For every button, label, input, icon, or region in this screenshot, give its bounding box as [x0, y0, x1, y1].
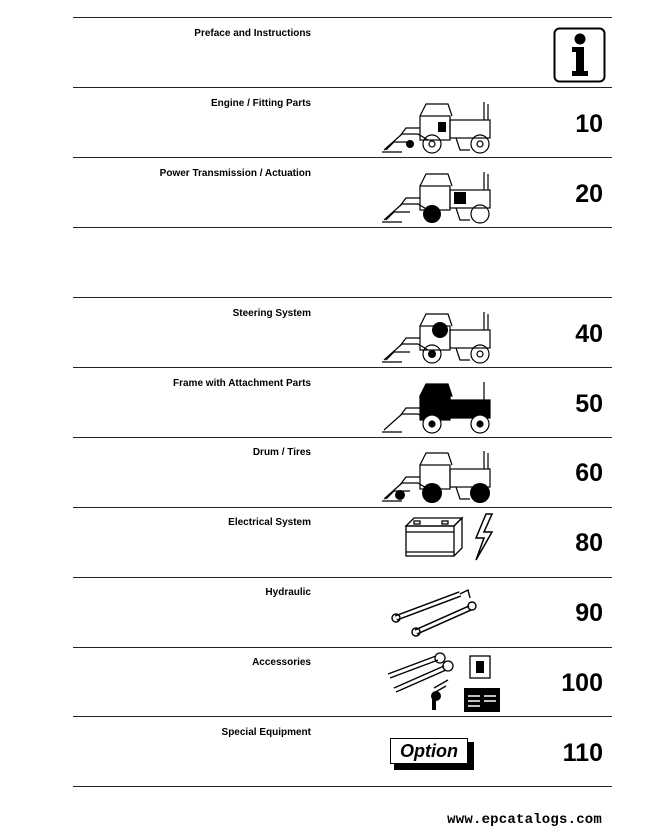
divider: [73, 367, 612, 368]
section-label: Engine / Fitting Parts: [210, 98, 311, 109]
section-number: 100: [561, 669, 603, 697]
section-label: Hydraulic: [265, 587, 311, 598]
divider: [73, 577, 612, 578]
section-number: 90: [575, 599, 603, 627]
divider: [73, 507, 612, 508]
section-label: Electrical System: [228, 517, 311, 528]
option-badge-text: Option: [400, 741, 458, 761]
section-number: 80: [575, 529, 603, 557]
section-number: 110: [562, 739, 603, 767]
divider: [73, 227, 612, 228]
divider: [73, 157, 612, 158]
section-label: Steering System: [232, 308, 311, 319]
section-label: Frame with Attachment Parts: [173, 378, 311, 389]
section-label: Drum / Tires: [252, 447, 311, 458]
machine-icon: [380, 378, 510, 436]
section-number: 60: [575, 459, 603, 487]
divider: [73, 786, 612, 787]
option-badge-icon: [390, 738, 474, 768]
divider: [73, 437, 612, 438]
battery-lightning-icon: [402, 512, 498, 564]
section-label: Special Equipment: [221, 727, 311, 738]
divider: [73, 17, 612, 18]
info-icon: [553, 27, 606, 83]
hose-icon: [390, 584, 480, 638]
section-number: 40: [575, 320, 603, 348]
section-number: 50: [575, 390, 603, 418]
machine-icon: [380, 308, 510, 366]
divider: [73, 716, 612, 717]
section-label: Accessories: [252, 657, 311, 668]
section-number: 20: [575, 180, 603, 208]
section-label: Power Transmission / Actuation: [159, 168, 311, 179]
section-label: Preface and Instructions: [194, 28, 311, 39]
section-number: 10: [575, 110, 603, 138]
machine-icon: [380, 447, 510, 505]
divider: [73, 297, 612, 298]
machine-icon: [380, 168, 510, 226]
divider: [73, 87, 612, 88]
footer-url[interactable]: www.epcatalogs.com: [447, 812, 602, 828]
divider: [73, 647, 612, 648]
tools-icon: [384, 652, 504, 716]
machine-icon: [380, 98, 510, 156]
